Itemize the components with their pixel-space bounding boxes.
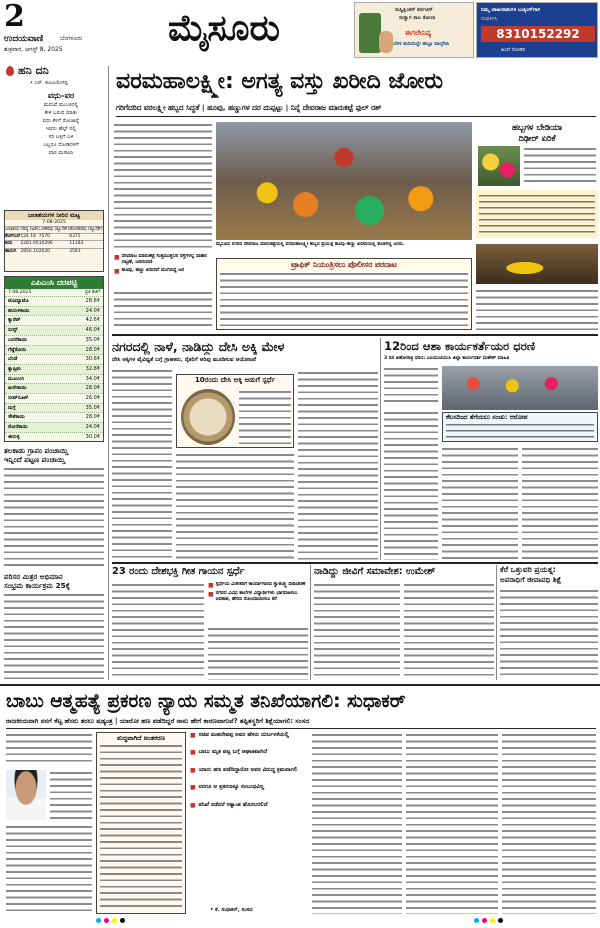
lead-subhead: ಗರಿಗೆದರಿದ ವರಲಕ್ಷ್ಮೀ ಹಬ್ಬದ ಸಿದ್ಧತೆ | ಹೂವು, ಹಣ್ಣುಗಳ ದರ ದುಪ್ಪಟ್ಟು | ನಿನ್ನೆ ದೇವರಾಜ ಮಾರುಕಟ್ಟೆ ಫುಲ್ ರಶ್ [116, 103, 382, 112]
bullet-icon: ■ [190, 784, 196, 792]
lake-headline: ಕೆರೆ ಒತ್ತುವರಿ ಪ್ರಯತ್ನ: [500, 565, 556, 574]
umesh-body-col1 [314, 582, 400, 680]
apmc-item: ಸೋರೆಕಾಯಿ [8, 424, 28, 431]
apmc-price: 26.0₹ [85, 395, 100, 402]
song-body-col2 [208, 626, 308, 680]
apmc-price: 42.6₹ [85, 317, 100, 324]
traffic-box [216, 258, 472, 330]
lead-photo-market [216, 122, 472, 240]
col-header: ಹೊರಹರಿವು (ಕ್ಯೂಸೆಕ್) [69, 227, 103, 232]
ad2-line2: ಸಂಪರ್ಕಿಸಿ [481, 16, 498, 22]
sidebar [0, 62, 108, 682]
bullet-text: ನಗರದ ವಿವಿಧ ಶಾಲೆಗಳ ವಿದ್ಯಾರ್ಥಿಗಳು ಭಾಗವಹಿಸಲು ಅವಕಾಶ, ಹೆಸರು ನೋಂದಾಯಿಸಲು ಕರೆ [215, 591, 298, 602]
sidebar-headline: ಹಬ್ಬಗಳ ಬೇಡಿಯಾ [511, 122, 563, 132]
registration-mark [482, 918, 487, 923]
apmc-row [5, 296, 103, 306]
apmc-price: 32.8₹ [85, 365, 100, 372]
cell: ಕಬಿನಿ [5, 241, 20, 248]
ad1-line2: ಸುಸ್ವಾಗ ಕಾಲ ಕೋಲಾ [399, 15, 436, 21]
apmc-price: 28.6₹ [85, 298, 100, 304]
song-headline: 23 ರಂದು ದೇಶಭಕ್ತಿ ಗೀತ ಗಾಯನ ಸ್ಪರ್ಧೆ [112, 566, 245, 577]
mela-headline: ನಗರದಲ್ಲಿ ನಾಳೆ, ನಾಡಿದ್ದು ದೇಸಿ ಅಕ್ಕಿ ಮೇಳ [112, 339, 285, 354]
bottom-body-col1b [50, 770, 92, 820]
divider [6, 728, 596, 729]
poem-line: ಇವನು ಹೆಲ್ಪ್‌ ನಲ್ಲಿ [45, 126, 77, 132]
phone-graphic [359, 13, 381, 53]
poem-line: ಕೇಳಿ ಬರುವ ಮಾತು [44, 110, 78, 116]
bottom-subhead: ರಾಜಕೀಯವಾಗಿ ನನಗೆ ಕೆಟ್ಟ ಹೆಸರು ತರಲು ಷಡ್ಯಂತ್ರ | ಯಾರೋ ಹಣ ಪಡೆದಿದ್ದರೆ ನಾನು ಹೇಗೆ ಕಾರಣವಾಗುವೆ? ತಪ್ಪಿತಸ್ಥರಿಗೆ ಶಿಕ್ಷೆಯಾಗಲಿ: ಸಂಸದ [6, 717, 310, 725]
bullet-item [190, 802, 308, 809]
lake-headline-2: ಅಪರಾಧಿಗೆ ಜೀವಾವಧಿ ಶಿಕ್ಷೆ [500, 575, 562, 584]
apmc-subheader [5, 289, 103, 296]
cell: 2281.95 [20, 241, 39, 247]
apmc-row [5, 374, 103, 384]
bullet-icon: ■ [190, 732, 196, 739]
masthead [0, 0, 600, 62]
bottom-headline: ಬಾಬು ಆತ್ಮಹತ್ಯೆ ಪ್ರಕರಣ ನ್ಯಾಯ ಸಮ್ಮತ ತನಿಖೆಯಾಗಲಿ: ಸುಧಾಕರ್ [6, 691, 406, 712]
story-body [4, 592, 104, 682]
flower-stall-photo [478, 146, 520, 186]
apmc-item: ಸೌತೆಕಾಯಿ [8, 414, 25, 421]
ad1-line1: ಸುಸ್ವಿಕ್ಷಿಂಕರ್‌ ಕರ್ನಟಿಗ್ [395, 7, 433, 13]
bullet-text: ತನಿಖೆ ನಡೆದರೆ ಸತ್ಯಾಂಶ ಹೊರಬರಲಿದೆ [198, 801, 268, 808]
poem-byline: • ಎಸ್. ಕುಂಟುಲಿಂಗಪ್ಪ [30, 80, 68, 86]
apmc-item: ಬದನೆಕಾಯಿ [8, 336, 27, 343]
apmc-row [5, 403, 103, 413]
bullet-text: ಸ್ಪರ್ಧೆಯ ವಿಜೇತರಿಗೆ ಕಾರ್ಯಾಗಾರದ ಸ್ವಾತಂತ್ರ್ಯ ದಿನಾಚರಣೆ [215, 582, 306, 587]
protest-body-col1 [384, 366, 438, 406]
apmc-price: 30.6₹ [85, 356, 100, 363]
price-list [479, 193, 595, 235]
rice-photo [181, 389, 235, 445]
apmc-price: 28.0₹ [85, 385, 100, 392]
apmc-row [5, 383, 103, 393]
cell: 124.18 [20, 234, 38, 241]
cell: ಕೆಆರ್‌ಎಸ್ [5, 234, 21, 240]
registration-mark [120, 918, 125, 923]
apmc-row [5, 325, 103, 335]
apmc-item: ಹುರುಳಿಕಾಯಿ [8, 307, 30, 314]
poem-line: ಎಲ್ಲರೂ ನೋಡಿದಳಿಗೆ [43, 142, 79, 148]
cell: 7570 [39, 234, 70, 241]
brand-title: ಹನಿ ದನಿ [18, 64, 49, 77]
bullet-text: ಸಚಿವ ಮಹದೇವಪ್ಪ ಅವರ ಹೆಸರು ದುರ್ಬಳಕೆಯಲ್ಲಿ [198, 732, 289, 738]
divider [112, 334, 598, 336]
divider [112, 562, 598, 564]
apmc-item: ಬೀನ್ಸ್ [8, 327, 18, 334]
ad2-line3: ಹಿಂದೆ ನೋಡಿರಿ [501, 47, 526, 53]
col-header: ಜಲಾಶಯ [5, 227, 20, 232]
umesh-body-col2 [404, 582, 494, 680]
box-body [446, 422, 594, 441]
poem-line: ವಧು ಕೆಳಗೆ ರೋಜಾನ್ನೆ [42, 118, 80, 124]
apmc-row [5, 364, 103, 374]
apmc-row [5, 412, 103, 422]
mela-body-col1 [112, 368, 172, 560]
ad-banner-booking[interactable] [476, 2, 598, 58]
story-body [4, 466, 104, 568]
poem-line: ವಾರ ಮಸಾಲಾ [48, 150, 74, 156]
bullet-icon: ■ [208, 582, 214, 589]
protest-box [442, 412, 598, 442]
apmc-row [5, 335, 103, 345]
registration-mark [104, 918, 109, 923]
apmc-date: 7.08.2025 [8, 290, 32, 295]
ad-banner-app[interactable] [354, 2, 474, 58]
registration-mark [112, 918, 117, 923]
cell: 10296 [39, 241, 70, 248]
protest-headline: 12ರಿಂದ ಆಶಾ ಕಾರ್ಯಕರ್ತೆಯರ ಧರಣಿ [384, 339, 536, 353]
ad1-line4: ಬೆರಳ ತುದಿಯಲ್ಲೇ ಹಲ್ಲೂ ವಾಲ್ಕ್‌ವಾ [393, 42, 449, 47]
protest-body-col3 [442, 446, 518, 560]
lead-body-col1 [114, 122, 212, 248]
bullet-item [190, 749, 308, 756]
bullet-item [114, 268, 212, 276]
apmc-list [5, 296, 103, 442]
mela-body-col3 [298, 370, 378, 560]
apmc-price: 24.0₹ [85, 424, 100, 431]
apmc-row [5, 393, 103, 403]
apmc-price: 28.0₹ [85, 346, 100, 353]
bullet-icon: ■ [208, 591, 214, 598]
price-highlight [476, 190, 598, 238]
cell: 2583 [69, 248, 103, 255]
apmc-unit: ಪ್ರತಿ ಕೆಜಿಗೆ [84, 290, 100, 295]
apmc-rates [4, 276, 104, 442]
divider [0, 684, 600, 686]
bullet-item [114, 254, 212, 266]
sidebar-story-1 [4, 446, 104, 570]
column-rule [310, 565, 311, 680]
bottom-body-col4 [406, 732, 498, 914]
cell: 6375 [69, 234, 103, 241]
hand-graphic [379, 31, 393, 53]
bullet-icon: ■ [190, 749, 196, 757]
mela-body-col2 [176, 452, 294, 560]
lead-right-body [476, 288, 598, 330]
apmc-row [5, 432, 103, 442]
apmc-item: ಬೆಂಡೆ [8, 356, 18, 363]
lake-body [500, 588, 598, 680]
poem-line: ಮದುವೆ ಮುಂಚಿನಲ್ಲಿ [43, 102, 79, 108]
apmc-item: ಕ್ಯಾರೆಟ್ [8, 317, 21, 324]
bullet-text: ಯಾರು ಹಣ ಪಡೆದಿದ್ದಾರೋ ಅವರ ವಿರುದ್ಧ ಕ್ರಮವಾಗಲಿ [198, 766, 298, 773]
cell: 2856.10 [20, 248, 39, 254]
col-header: ಒಳಹರಿವು (ಕ್ಯೂಸೆಕ್) [38, 227, 70, 232]
apmc-price: 46.0₹ [85, 327, 100, 334]
bullet-text: ನನಗೂ ಆ ಪ್ರಕರಣಕ್ಕೂ ಸಂಬಂಧವಿಲ್ಲ [198, 784, 265, 791]
page-number: 2 [4, 0, 25, 34]
apmc-item: ಗೆಡ್ಡೆಕೋಸು [8, 346, 27, 353]
story-headline-2: ಇನ್ನಿಂದೆ ಪಟ್ಟಣ ಪಂಚಾಯ್ತಿ [4, 455, 66, 464]
city-small: ಬೆಂಗಳೂರು [60, 35, 83, 42]
poem-box [18, 90, 104, 162]
cell: 11183 [69, 241, 103, 248]
apmc-price: 35.0₹ [85, 336, 100, 343]
registration-mark [490, 918, 495, 923]
apmc-item: ನುಗ್ಗೆ [8, 404, 16, 411]
bullet-icon: ■ [190, 766, 196, 774]
protest-photo [442, 366, 598, 410]
apmc-item: ಹೀರೇಕಾಯಿ [8, 385, 27, 392]
registration-mark [498, 918, 503, 923]
poem-line: ಸರಿ ಬಳ್ಳಿಗೆ ಬಳಿ [48, 134, 74, 140]
ad1-line3: ಈಗಲೇನಿವ್ಯ [405, 29, 432, 37]
bullet-item [208, 582, 308, 589]
bottom-body-col1 [6, 732, 92, 766]
protest-body-col4 [522, 446, 598, 560]
table-title: ಜಲಾಶಯಗಳ ನೀರಿನ ಮಟ್ಟ [5, 211, 103, 220]
apmc-price: 30.0₹ [85, 433, 100, 440]
bullet-item [190, 767, 308, 774]
cell: ಹಾರಂಗಿ [5, 248, 20, 255]
apmc-row [5, 315, 103, 325]
apmc-item: ಟೊಮ್ಯಾಟೊ [8, 298, 29, 304]
lead-right-box [476, 122, 598, 240]
table-row [5, 241, 103, 248]
bullet-icon: ■ [190, 801, 196, 809]
bullet-item [190, 784, 308, 791]
lead-bullets [114, 254, 212, 288]
banana-stall-photo [476, 244, 598, 284]
column-rule [108, 66, 109, 680]
bottom-body-col5 [502, 732, 596, 914]
bottom-body-col3 [312, 732, 402, 914]
bullet-item [190, 732, 308, 739]
apmc-row [5, 345, 103, 355]
lead-photo-caption: ಮೈಸೂರು ನಗರದ ದೇವರಾಜ ಮಾರುಕಟ್ಟೆಯಲ್ಲಿ ವರಮಹಾಲಕ್ಷ್ಮೀ ಹಬ್ಬದ ಪ್ರಯುಕ್ತ ಹೂವು–ಹಣ್ಣು ಖರೀದಿಯಲ್ಲಿ ತೊಡಗಿದ್ದ ಜನರು. [216, 242, 405, 247]
col-header: ಗರಿಷ್ಠ (ಅಡಿ) [20, 227, 39, 232]
box-title: ಶುದ್ಧವಾಗಿದೆ ಅಂತಕರಣ [117, 734, 165, 742]
hani-dani-brand [6, 64, 104, 78]
apmc-price: 34.0₹ [85, 375, 100, 382]
issue-date: ಶುಕ್ರವಾರ, ಆಗಸ್ಟ್ 8, 2025 [4, 46, 63, 53]
box-title: 10ರಂದು ದೇಸಿ ಅಕ್ಕಿ ಅಡುಗೆ ಸ್ಪರ್ಧೆ [194, 376, 276, 384]
registration-mark [474, 918, 479, 923]
table-row [5, 234, 103, 241]
registration-mark [96, 918, 101, 923]
bullet-icon: ■ [114, 268, 120, 275]
lead-body-col1b [114, 290, 212, 330]
song-body-col1 [112, 582, 204, 680]
cell: 2020 [39, 248, 70, 255]
sidebar-headline-2: ದಿಢೀರ್ ಏರಿಕೆ [518, 133, 556, 143]
column-rule [496, 565, 497, 680]
bottom-body-col1c [6, 824, 92, 914]
song-bullets [208, 582, 308, 622]
drop-icon [6, 66, 14, 76]
column-rule [380, 338, 381, 560]
poem-title: ವಧು–ವರ [47, 91, 75, 100]
box-title: ಕೆಲಸದಿಂದ ತೆಗೆಯಲು ಸಂಚು: ಆರೋಪ [446, 413, 528, 421]
apmc-item: ಈರುಳ್ಳಿ [8, 433, 20, 440]
story-headline: ಪರಿಸರ ಮಿತ್ರರ ಅಭಿಮಾನ [4, 572, 63, 581]
box-body [220, 271, 468, 327]
bottom-bullets [190, 732, 308, 914]
bullet-icon: ■ [114, 254, 120, 261]
box-body [239, 389, 291, 445]
sidebar-story-2 [4, 572, 104, 682]
table-row [5, 248, 103, 255]
bullet-list [190, 732, 308, 809]
edition-title: ಮೈಸೂರು [168, 8, 280, 49]
story-headline-2: ಸಂಭ್ರಮ ಕಾರ್ಯಕ್ರಮ 25ಕ್ಕೆ [4, 581, 70, 590]
umesh-headline: ನಾಡಿದ್ದು ಜೀವಿಗೆ ಸಮಾವೇಶ: ಉಮೇಶ್ [314, 566, 436, 577]
story-headline: ತಲಕಾಡು ಗ್ರಾಪಂ ಪಂಚಾಯ್ತಿ [4, 446, 69, 455]
bullet-text: ಬಾಬು ಮೃತ ಪಟ್ಟ ಬಗ್ಗೆ ಆಘಾತವಾಗಿದೆ [198, 749, 268, 756]
bullet-text: ದೇವರಾಜ ಮಾರುಕಟ್ಟೆ ಸುತ್ತಮುತ್ತಲಿನ ರಸ್ತೆಗಳಲ್ಲಿ ವಾಹನ ದಟ್ಟಣೆ, ಜನಸಂದಣಿ [121, 254, 207, 265]
bullet-item [208, 591, 308, 603]
reservoir-grid [5, 226, 103, 255]
apmc-row [5, 422, 103, 432]
mela-box [176, 374, 294, 448]
apmc-price: 24.0₹ [85, 307, 100, 314]
apmc-price: 35.0₹ [85, 404, 100, 411]
byline: • ಕೆ. ಸುಧಾಕರ್, ಸಂಸದ [210, 907, 253, 913]
apmc-item: ಕ್ಯಾಪ್ಸಿಕಂ [8, 365, 21, 372]
box-title: ಟ್ರಾಫಿಕ್ ನಿಯಂತ್ರಿಸಲು ಪೊಲೀಸರ ಪರದಾಟ [291, 260, 397, 269]
reservoir-table [4, 210, 104, 272]
sudhakar-photo [6, 770, 46, 820]
box-body [100, 743, 182, 909]
lead-headline: ವರಮಹಾಲಕ್ಷ್ಮೀ: ಅಗತ್ಯ ವಸ್ತು ಖರೀದಿ ಜೋರು [116, 69, 443, 94]
bottom-box [96, 732, 186, 914]
protest-subhead: 3 ದಿನ ಅಹೋರಾತ್ರಿ ಧರಣಿ: ಎಐಯುಟಿಯುಸಿ ಜಿಲ್ಲಾ ಕಾರ್ಯದರ್ಶಿ ಮಹೇಶ್ ಮಾಹಿತಿ [384, 356, 510, 361]
apmc-item: ಮೂಲಂಗಿ [8, 375, 25, 382]
apmc-item: ಬೀಟ್‌ರೂಟ್ [8, 395, 29, 402]
table-date: 7-08-2025 [42, 220, 66, 225]
mela-subhead: ದೇಸಿ ಅಕ್ಕಿಗಳ ವೈವಿಧ್ಯತೆ ಬಗ್ಗೆ ಗ್ರಾಹಕರು, ರೈತರಿಗೆ ಅರಿವು ಮೂಡಿಸುವ ಆಯೋಜನೆ [112, 357, 257, 363]
divider [116, 116, 596, 117]
ad2-line1: ನಿಮ್ಮ ಜಾಹೀರಾತುಗಳ ಬುಕ್ಕಿಂಗ್‌ಗಾಗಿ [481, 7, 541, 13]
bullet-text: ಹೂವು, ಹಣ್ಣು ಖರೀದಿಗೆ ಮುಗಿಬಿದ್ದ ಜನ [121, 268, 185, 273]
paper-name: ಉದಯವಾಣಿ [4, 34, 44, 44]
ad2-phone[interactable]: 8310152292 [481, 26, 595, 42]
apmc-price: 28.0₹ [85, 414, 100, 421]
protest-body-col2 [384, 410, 438, 560]
apmc-row [5, 306, 103, 316]
price-body [524, 146, 596, 186]
apmc-title: ಎಪಿಎಂಸಿ ದರಪಟ್ಟಿ [5, 277, 103, 289]
apmc-row [5, 354, 103, 364]
